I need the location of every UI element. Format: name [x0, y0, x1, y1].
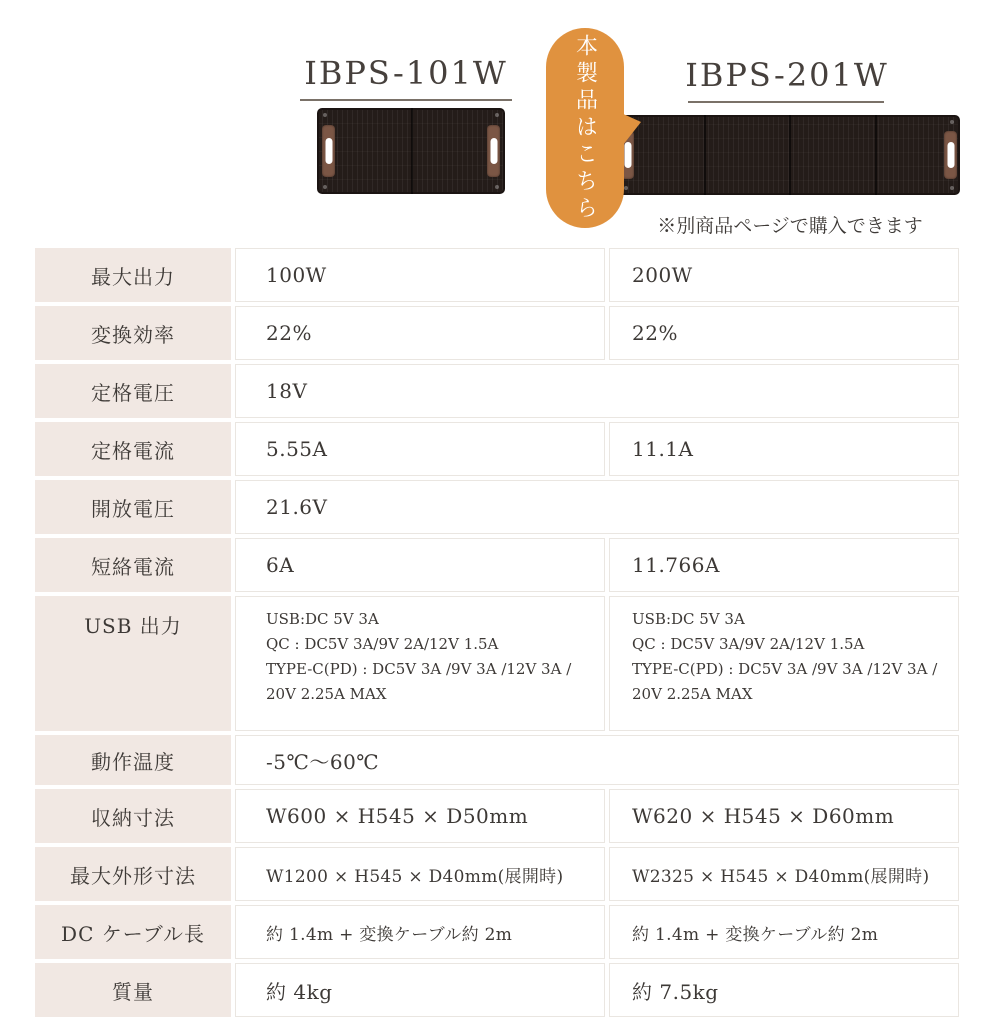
table-row: [35, 480, 959, 534]
label-cell: 最大出力: [35, 248, 231, 302]
value-cell: 100W: [235, 248, 605, 302]
model-underline-right: [688, 101, 884, 103]
handle-slot: [947, 142, 954, 168]
table-row: [35, 538, 959, 592]
value-cell: 約 1.4m + 変換ケーブル約 2m: [235, 905, 605, 959]
corner-grommet: [495, 185, 499, 189]
label-cell: 定格電流: [35, 422, 231, 476]
label-cell: 最大外形寸法: [35, 847, 231, 901]
table-row: [35, 306, 959, 360]
corner-grommet: [495, 113, 499, 117]
value-cell: [235, 596, 605, 731]
table-row: [35, 735, 959, 785]
panel-fold-seam: [875, 115, 877, 195]
panel-fold-seam: [411, 108, 413, 194]
panel-handle-right: [487, 125, 500, 177]
value-cell: 200W: [609, 248, 959, 302]
table-row: [35, 364, 959, 418]
value-cell: 22%: [609, 306, 959, 360]
corner-grommet: [950, 186, 954, 190]
product-model-ibps-201w: IBPS-201W: [685, 56, 889, 94]
value-line: QC : DC5V 3A/9V 2A/12V 1.5A: [632, 635, 865, 653]
value-cell: [609, 596, 959, 731]
value-line: USB:DC 5V 3A: [632, 610, 745, 628]
value-cell: W2325 × H545 × D40mm(展開時): [609, 847, 959, 901]
value-line: QC : DC5V 3A/9V 2A/12V 1.5A: [266, 635, 499, 653]
product-model-ibps-101w: IBPS-101W: [304, 54, 508, 92]
panel-handle-right: [944, 131, 957, 179]
spec-table: [31, 244, 963, 1021]
handle-slot: [490, 138, 497, 164]
table-row: [35, 248, 959, 302]
table-row: [35, 596, 959, 731]
value-cell: 21.6V: [235, 480, 959, 534]
label-cell: DC ケーブル長: [35, 905, 231, 959]
value-cell: 約 4kg: [235, 963, 605, 1017]
label-cell: 収納寸法: [35, 789, 231, 843]
table-row: [35, 422, 959, 476]
this-product-badge: [546, 28, 624, 228]
spec-table-container: [31, 244, 963, 1021]
value-cell: 5.55A: [235, 422, 605, 476]
value-cell: -5℃～60℃: [235, 735, 959, 785]
label-cell: 変換効率: [35, 306, 231, 360]
value-cell: 18V: [235, 364, 959, 418]
value-cell: 11.766A: [609, 538, 959, 592]
panel-fold-seam: [789, 115, 791, 195]
handle-slot: [325, 138, 332, 164]
table-row: [35, 789, 959, 843]
corner-grommet: [624, 186, 628, 190]
label-cell: 動作温度: [35, 735, 231, 785]
product-image-ibps-201w: [618, 115, 960, 195]
value-cell: W620 × H545 × D60mm: [609, 789, 959, 843]
value-cell: 6A: [235, 538, 605, 592]
label-cell: 定格電圧: [35, 364, 231, 418]
value-cell: W600 × H545 × D50mm: [235, 789, 605, 843]
label-cell: USB 出力: [35, 596, 231, 731]
bubble-tail-icon: [619, 112, 641, 150]
spec-table-body: [35, 248, 959, 1017]
value-line: TYPE-C(PD) : DC5V 3A /9V 3A /12V 3A / 20V 2.25A MAX: [266, 660, 572, 703]
panel-handle-left: [322, 125, 335, 177]
corner-grommet: [323, 185, 327, 189]
product-image-ibps-101w: [317, 108, 505, 194]
label-cell: 開放電圧: [35, 480, 231, 534]
value-cell: 22%: [235, 306, 605, 360]
value-cell: 11.1A: [609, 422, 959, 476]
panel-fold-seam: [704, 115, 706, 195]
value-cell: 約 1.4m + 変換ケーブル約 2m: [609, 905, 959, 959]
label-cell: 質量: [35, 963, 231, 1017]
value-cell: W1200 × H545 × D40mm(展開時): [235, 847, 605, 901]
value-line: TYPE-C(PD) : DC5V 3A /9V 3A /12V 3A / 20V 2.25A MAX: [632, 660, 938, 703]
corner-grommet: [323, 113, 327, 117]
table-row: [35, 963, 959, 1017]
label-cell: 短絡電流: [35, 538, 231, 592]
model-underline-left: [300, 99, 512, 101]
corner-grommet: [950, 120, 954, 124]
value-line: USB:DC 5V 3A: [266, 610, 379, 628]
value-cell: 約 7.5kg: [609, 963, 959, 1017]
table-row: [35, 847, 959, 901]
purchase-note: ※別商品ページで購入できます: [657, 215, 923, 237]
table-row: [35, 905, 959, 959]
badge-label: 本製品はこちら: [572, 33, 598, 223]
